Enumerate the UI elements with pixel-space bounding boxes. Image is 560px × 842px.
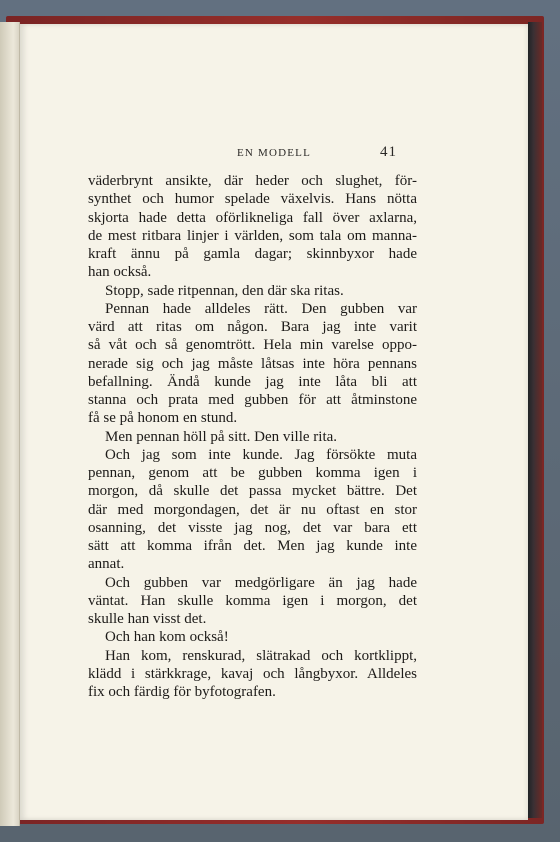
text-line: annat. [88,556,125,573]
text-line: nerade sig och jag måste låtsas inte höra pennans [88,355,417,372]
text-line: Och jag som inte kunde. Jag försökte muta [105,446,417,463]
text-line: Men pennan höll på sitt. Den ville rita. [105,428,338,445]
text-line: han också. [88,264,152,281]
text-line: pennan, genom att be gubben komma igen i [88,465,417,481]
text-line: fix och färdig för byfotografen. [88,684,276,700]
body-text [88,172,417,701]
running-head [20,144,528,163]
text-line: så våt och så genomtrött. Hela min varelse oppo- [88,337,417,354]
text-line: klädd i stärkkrage, kavaj och långbyxor. Alldeles [88,665,417,682]
text-line: Och gubben var medgörligare än jag hade [105,574,417,591]
text-line: där med morgondagen, det är nu oftast en stor [88,501,417,518]
text-line: skulle han visst det. [88,611,207,627]
text-line: osanning, det visste jag nog, det var bara ett [88,519,417,536]
text-line: Stopp, sade ritpennan, den där ska ritas. [105,282,344,299]
text-line: väderbrynt ansikte, där heder och slughet, för- [88,173,417,189]
text-line: stanna och prata med gubben för att åtminstone [88,392,417,408]
page-number: 41 [380,144,397,160]
running-title: EN MODELL [236,147,312,159]
text-line: Och han kom också! [105,629,229,646]
book-cover-edge [528,22,542,818]
facing-page-edge [0,22,20,826]
text-line: väntat. Han skulle komma igen i morgon, det [88,592,417,609]
text-line: kraft ännu på gamla dagar; skinnbyxor hade [88,246,417,262]
text-line: befallning. Ändå kunde jag inte låta bli att [88,373,417,390]
text-line: morgon, då skulle det passa mycket bättre. Det [88,483,417,500]
text-line: synthet och humor spelade växelvis. Hans nötta [88,191,417,208]
text-line: Pennan hade alldeles rätt. Den gubben var [105,300,417,317]
text-line: de mest ritbara linjer i världen, som tala om manna- [88,227,417,244]
text-line: sätt att komma ifrån det. Men jag kunde inte [88,538,417,554]
text-line: Han kom, renskurad, slätrakad och kortklippt, [105,647,417,664]
text-line: få se på honom en stund. [88,410,238,427]
text-line: värd att ritas om någon. Bara jag inte varit [88,319,417,335]
book-page [20,24,528,820]
text-line: skjorta hade detta oförlikneliga fall över axlarna, [88,209,417,226]
